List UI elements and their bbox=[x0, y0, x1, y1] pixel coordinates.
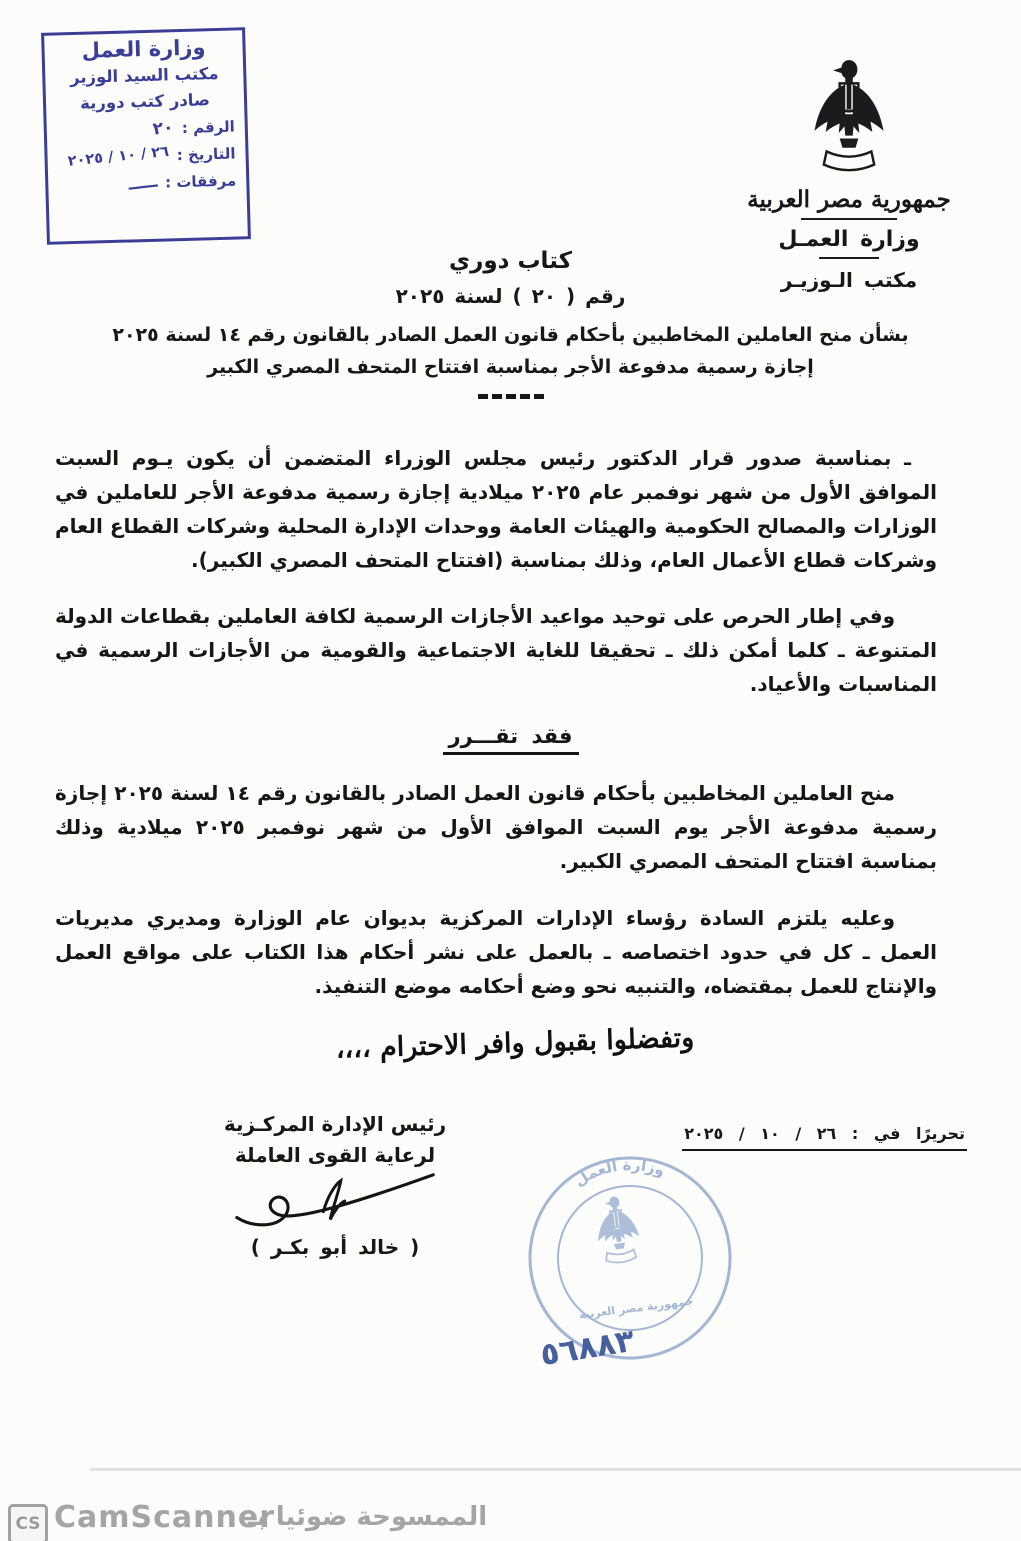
camscanner-arabic-text: الممسوحة ضوئيا بـ bbox=[248, 1502, 488, 1532]
camscanner-brand-text: CamScanner bbox=[54, 1500, 276, 1535]
issue-date-text: تحريرًا في : ٢٦ / ١٠ / ٢٠٢٥ bbox=[682, 1124, 967, 1151]
stamp-outgoing-label: صادر كتب دورية bbox=[79, 90, 211, 113]
separator-dashes bbox=[478, 394, 544, 399]
stamp-ministry-name: وزارة العمل bbox=[81, 35, 206, 63]
body-paragraph-2: وفي إطار الحرص على توحيد مواعيد الأجازات الرسمية لكافة العاملين بقطاعات الدولة المتنوعة ـ كلما أمكن ذلك ـ تحقيقا للغاية الاجتماعية والقومية من الأجازات الرسمية في المناسبات والأعياد. bbox=[55, 604, 937, 696]
letterhead-divider bbox=[801, 218, 897, 220]
body-paragraph-3: منح العاملين المخاطبين بأحكام قانون العمل الصادر بالقانون رقم ١٤ لسنة ٢٠٢٥ إجازة رسمية مدفوعة الأجر يوم السبت الموافق الأول من شهر نوفمبر ٢٠٢٥ ميلادية وذلك بمناسبة افتتاح المتحف المصري الكبير. bbox=[55, 781, 937, 873]
subject-line-1: بشأن منح العاملين المخاطبين بأحكام قانون العمل الصادر بالقانون رقم ١٤ لسنة ٢٠٢٥ bbox=[112, 324, 909, 346]
stamp-office-name: مكتب السيد الوزير bbox=[69, 63, 219, 88]
country-name: جمهورية مصر العربية bbox=[747, 186, 951, 213]
office-registry-stamp bbox=[41, 27, 251, 245]
subject-line-2: إجازة رسمية مدفوعة الأجر بمناسبة افتتاح المتحف المصري الكبير bbox=[207, 356, 814, 378]
minister-office-name: مكتب الـوزيـر bbox=[780, 268, 918, 292]
closing-salutation: وتفضلوا بقبول وافر الاحترام ،،،، bbox=[335, 1022, 695, 1065]
handwritten-signature bbox=[228, 1167, 443, 1237]
stamp-attachments-value: ـــــ bbox=[127, 171, 159, 195]
seal-inner-text: جمهورية مصر العربية bbox=[578, 1294, 695, 1322]
camscanner-logo-icon bbox=[8, 1504, 48, 1541]
stamp-date-value: ٢٦ / ١٠ / ٢٠٢٥ bbox=[66, 143, 170, 170]
circular-number-line: رقم ( ٢٠ ) لسنة ٢٠٢٥ bbox=[395, 284, 626, 308]
stamp-number-value: ٢٠ bbox=[152, 117, 175, 140]
body-paragraph-1: ـ بمناسبة صدور قرار الدكتور رئيس مجلس الوزراء المتضمن أن يكون يـوم السبت الموافق الأول من شهر نوفمبر عام ٢٠٢٥ ميلادية إجازة رسمية مدفوعة الأجر للعاملين في الوزارات والمصالح الحكومية والهيئات العامة ووحدات الإدارة المحلية وشركات القطاع العام وشركات قطاع الأعمال العام، وذلك بمناسبة (افتتاح المتحف المصري الكبير). bbox=[55, 446, 937, 572]
signature-block bbox=[198, 1112, 472, 1259]
handwritten-registry-number: ٥٦٨٨٣ bbox=[537, 1322, 637, 1374]
camscanner-logo-text: CS bbox=[15, 1514, 41, 1534]
stamp-number-label: الرقم : bbox=[181, 117, 236, 137]
seal-top-text: وزارة العمل bbox=[571, 1155, 668, 1190]
svg-text:وزارة العمل bbox=[570, 1151, 670, 1191]
body-paragraph-4: وعليه يلتزم السادة رؤساء الإدارات المركزية بديوان عام الوزارة ومديري مديريات العمل ـ كل في حدود اختصاصه ـ بالعمل على نشر أحكام هذا الكتاب على مواقع العمل والإنتاج للعمل بمقتضاه، والتنبيه نحو وضع أحكامه موضع التنفيذ. bbox=[55, 906, 937, 998]
eagle-emblem-icon bbox=[807, 58, 891, 176]
scan-edge-line bbox=[90, 1468, 1021, 1471]
ministry-name: وزارة العمـل bbox=[778, 227, 920, 252]
signatory-name: ( خالد أبو بكـر ) bbox=[250, 1235, 420, 1259]
circular-letter-title: كتاب دوري bbox=[449, 248, 572, 274]
signatory-title-1: رئيس الإدارة المركـزية bbox=[223, 1112, 447, 1136]
signatory-title-2: لرعاية القوى العاملة bbox=[234, 1143, 436, 1167]
stamp-attachments-label: مرفقات : bbox=[164, 171, 237, 192]
decision-heading-text: فقد تقـــرر bbox=[443, 724, 579, 755]
stamp-date-label: التاريخ : bbox=[176, 144, 236, 165]
decision-heading bbox=[0, 724, 1021, 755]
issue-date-line bbox=[682, 1124, 967, 1151]
document-title-block bbox=[0, 248, 1021, 399]
seal-eagle-icon bbox=[593, 1194, 642, 1265]
